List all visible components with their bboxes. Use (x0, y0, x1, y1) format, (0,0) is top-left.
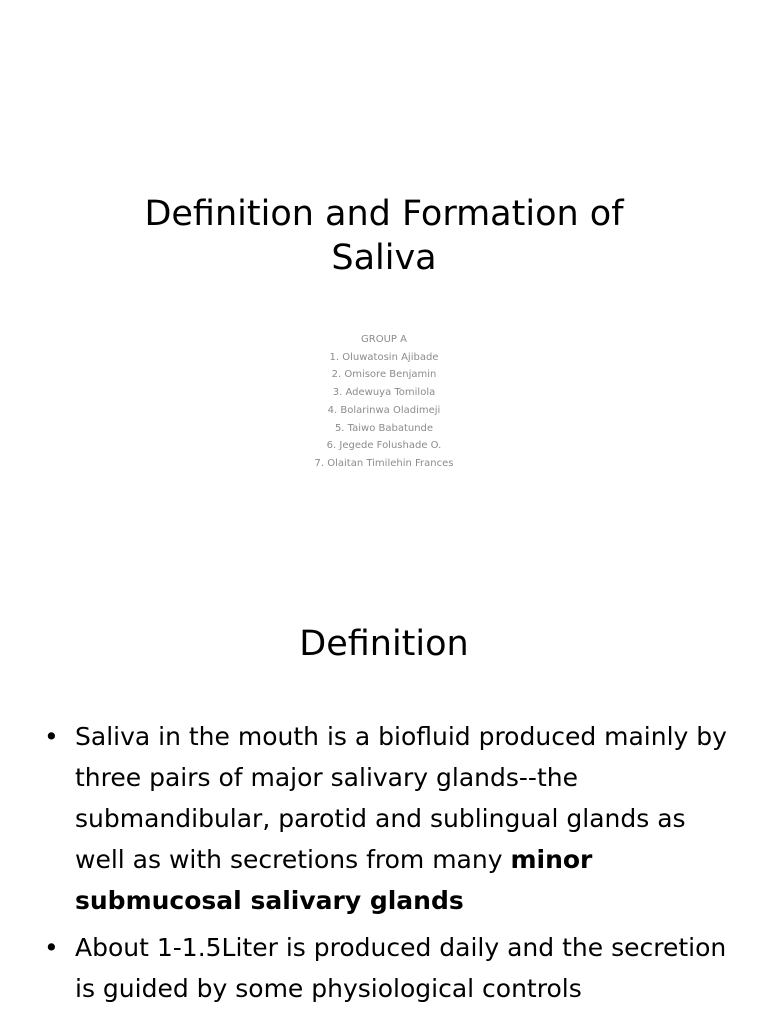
definition-bullets (44, 716, 734, 1015)
group-label: GROUP A (361, 334, 407, 345)
bullet-item (44, 927, 734, 1009)
member-item: 5. Taiwo Babatunde (334, 422, 434, 434)
bullet-bold-text: minor submucosal salivary glands (75, 845, 593, 915)
member-item: 3. Adewuya Tomilola (332, 387, 436, 399)
member-item: 1. Oluwatosin Ajibade (329, 351, 439, 363)
definition-slide (0, 576, 768, 1024)
bullet-dot-icon: • (44, 933, 59, 962)
slide-title (84, 192, 684, 280)
definition-title: Definition (299, 624, 469, 664)
slide-title-line-1: Definition and Formation of (144, 194, 624, 234)
bullet-dot-icon: • (44, 722, 59, 751)
member-item: 2. Omisore Benjamin (331, 369, 437, 381)
member-item: 6. Jegede Folushade O. (326, 440, 442, 452)
member-item: 4. Bolarinwa Oladimeji (327, 404, 441, 416)
bullet-text: Saliva in the mouth is a biofluid produced mainly by three pairs of major salivary glands--the submandibular, parotid and sublingual glands as well as with secretions from many (75, 722, 727, 874)
member-item: 7. Olaitan Timilehin Frances (314, 457, 454, 469)
slide-title-line-2: Saliva (331, 238, 437, 278)
bullet-text: About 1-1.5Liter is produced daily and the secretion is guided by some physiological controls (75, 933, 727, 1003)
bullet-item (44, 716, 734, 921)
group-members-list (184, 331, 584, 473)
